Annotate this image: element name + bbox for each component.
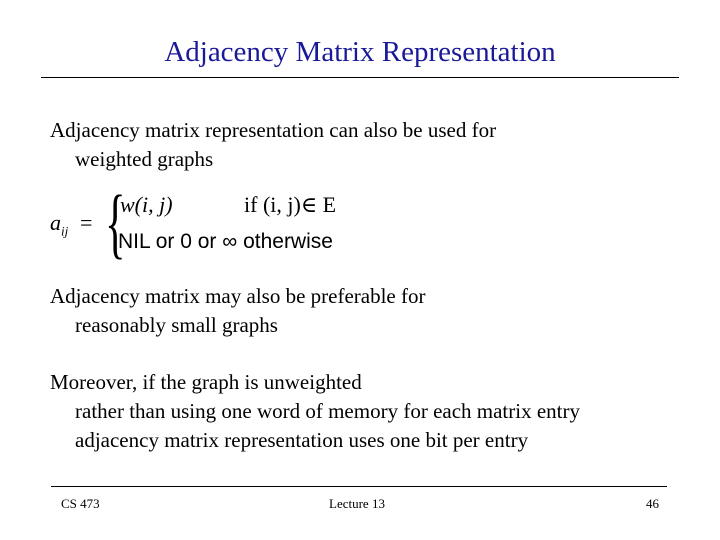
paragraph-line: adjacency matrix representation uses one bit per entry <box>75 428 529 452</box>
footer-rule <box>51 486 667 487</box>
formula-lhs-symbol: a <box>50 210 61 235</box>
paragraph-line: reasonably small graphs <box>75 313 278 337</box>
formula-equals: = <box>80 210 93 235</box>
paragraph-line: weighted graphs <box>75 147 214 171</box>
footer-page-number: 46 <box>646 496 659 511</box>
title-underline <box>41 77 679 78</box>
slide-title: Adjacency Matrix Representation <box>164 36 556 68</box>
formula-row1-value: w(i, j) <box>120 192 173 217</box>
paragraph-line: Moreover, if the graph is unweighted <box>50 370 362 394</box>
paragraph-line: Adjacency matrix may also be preferable for <box>50 284 426 308</box>
footer-course: CS 473 <box>61 496 100 511</box>
footer-lecture: Lecture 13 <box>329 496 385 511</box>
paragraph-small-graphs <box>50 282 426 340</box>
paragraph-weighted <box>50 116 496 174</box>
adjacency-formula <box>50 179 390 268</box>
paragraph-line: rather than using one word of memory for each matrix entry <box>75 399 580 423</box>
formula-row2: NIL or 0 or ∞ otherwise <box>118 230 333 253</box>
curly-brace: { <box>105 179 126 266</box>
formula-lhs-subscript: ij <box>61 223 69 239</box>
paragraph-line: Adjacency matrix representation can also be used for <box>50 118 497 142</box>
formula-lhs <box>50 210 68 239</box>
paragraph-unweighted <box>50 368 580 455</box>
formula-row1-condition: if (i, j)∈ E <box>244 192 337 217</box>
